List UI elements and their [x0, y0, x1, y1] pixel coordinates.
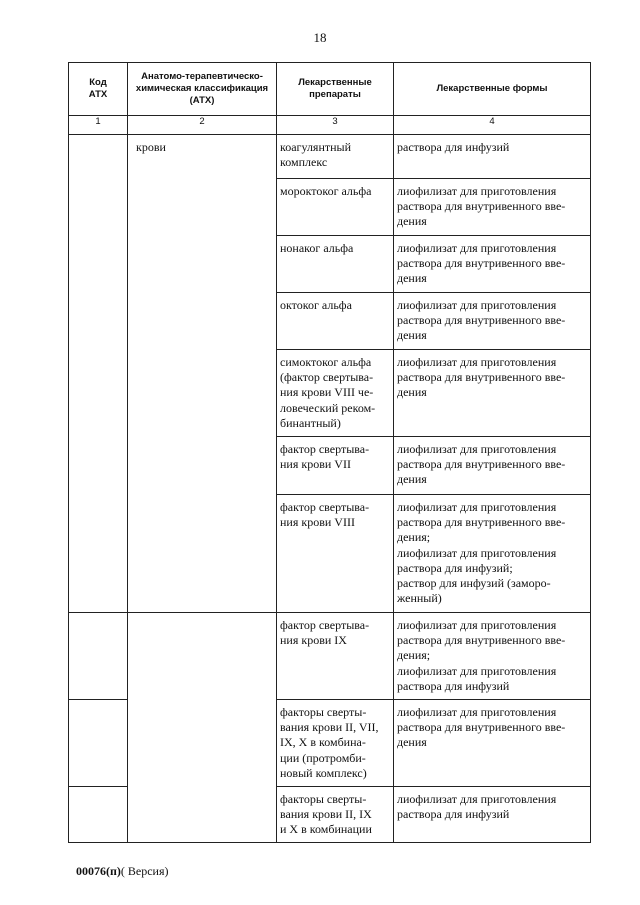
- version-label: ( Версия): [120, 864, 169, 878]
- dosage-forms: лиофилизат для приготовления раствора для инфузий: [397, 792, 557, 822]
- forms-cell: [394, 437, 591, 495]
- drug-cell: [277, 350, 394, 437]
- drug-cell: [277, 495, 394, 613]
- drug-name: октоког альфа: [280, 298, 352, 312]
- atx-code-cell: [69, 135, 128, 613]
- drug-cell: [277, 613, 394, 700]
- atx-code-cell: [69, 700, 128, 787]
- page-number: 18: [313, 30, 327, 45]
- column-number: 1: [69, 116, 128, 135]
- forms-cell: [394, 135, 591, 179]
- drug-cell: [277, 135, 394, 179]
- header-drugs: Лекарственные препараты: [277, 63, 394, 116]
- dosage-forms: раствора для инфузий: [397, 140, 510, 154]
- column-number: 4: [394, 116, 591, 135]
- drug-name: фактор свертыва- ния крови IX: [280, 618, 370, 648]
- dosage-forms: лиофилизат для приготовления раствора для внутривенного вве- дения: [397, 442, 566, 487]
- column-number: 3: [277, 116, 394, 135]
- atx-drug-table: [68, 62, 591, 843]
- forms-cell: [394, 179, 591, 236]
- drug-cell: [277, 700, 394, 787]
- drug-name: фактор свертыва- ния крови VIII: [280, 500, 370, 530]
- table-header-row: [69, 63, 591, 116]
- drug-cell: [277, 437, 394, 495]
- atx-code-cell: [69, 613, 128, 700]
- header-atx-classification: Анатомо-терапевтическо- химическая классификация (АТХ): [128, 63, 277, 116]
- forms-cell: [394, 350, 591, 437]
- dosage-forms: лиофилизат для приготовления раствора для внутривенного вве- дения: [397, 241, 566, 286]
- header-dosage-forms: Лекарственные формы: [394, 63, 591, 116]
- table-row: [69, 613, 591, 700]
- drug-name: симоктоког альфа (фактор свертыва- ния крови VIII че- ловеческий реком- бинантный): [280, 355, 376, 430]
- table-row: [69, 135, 591, 179]
- drug-cell: [277, 179, 394, 236]
- atx-code-cell: [69, 787, 128, 843]
- column-number: 2: [128, 116, 277, 135]
- dosage-forms: лиофилизат для приготовления раствора для внутривенного вве- дения; лиофилизат для приготовления раствора для инфузий; раствор для инфузий (заморо- женный): [397, 500, 566, 606]
- drug-name: фактор свертыва- ния крови VII: [280, 442, 370, 472]
- dosage-forms: лиофилизат для приготовления раствора для внутривенного вве- дения; лиофилизат для приготовления раствора для инфузий: [397, 618, 566, 693]
- atx-classification-cell: [128, 135, 277, 613]
- drug-cell: [277, 787, 394, 843]
- column-number-row: [69, 116, 591, 135]
- dosage-forms: лиофилизат для приготовления раствора для внутривенного вве- дения: [397, 705, 566, 750]
- drug-name: коагулянтный комплекс: [280, 140, 352, 170]
- drug-name: факторы сверты- вания крови II, VII, IX, X в комбина- ции (протромби- новый комплекс): [280, 705, 379, 780]
- document-code: 00076(п): [76, 864, 121, 878]
- drug-name: факторы сверты- вания крови II, IX и X в комбинации: [280, 792, 372, 837]
- atx-classification-cell: [128, 613, 277, 843]
- dosage-forms: лиофилизат для приготовления раствора для внутривенного вве- дения: [397, 355, 566, 400]
- forms-cell: [394, 495, 591, 613]
- drug-cell: [277, 236, 394, 293]
- dosage-forms: лиофилизат для приготовления раствора для внутривенного вве- дения: [397, 298, 566, 343]
- drug-cell: [277, 293, 394, 350]
- drug-name: нонаког альфа: [280, 241, 354, 255]
- forms-cell: [394, 236, 591, 293]
- dosage-forms: лиофилизат для приготовления раствора для внутривенного вве- дения: [397, 184, 566, 229]
- header-atx-code: Код АТХ: [69, 63, 128, 116]
- forms-cell: [394, 700, 591, 787]
- drug-name: мороктоког альфа: [280, 184, 372, 198]
- forms-cell: [394, 293, 591, 350]
- group-label: крови: [136, 140, 166, 154]
- footer-version: [76, 864, 169, 879]
- forms-cell: [394, 787, 591, 843]
- forms-cell: [394, 613, 591, 700]
